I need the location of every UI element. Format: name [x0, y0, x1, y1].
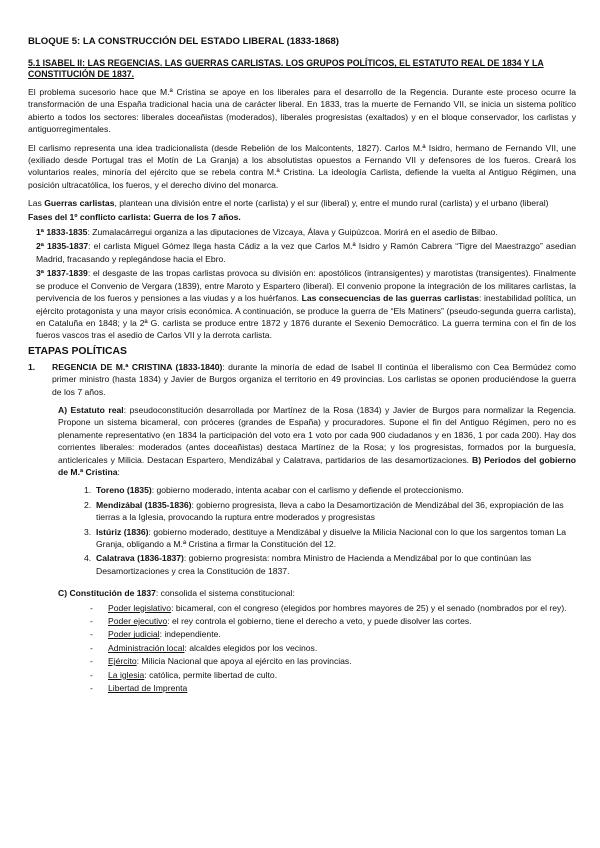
phases-list [36, 226, 576, 342]
section-heading: 5.1 ISABEL II: LAS REGENCIAS. LAS GUERRAS CARLISTAS. LOS GRUPOS POLÍTICOS, EL ESTATUTO REAL DE 1834 Y LA CONSTITUCIÓN DE 1837. [28, 58, 544, 79]
paragraph-carlismo: El carlismo representa una idea tradicionalista (desde Rebelión de los Malcontents, 1827). Carlos M.ª Isidro, hermano de Fernando VII, une (exiliado desde Portugal tras el Motín de La Granja) a los absolutistas opuestos a Fernando VII y defensores de los fueros. Creará los voluntarios reales, minoría del ejército que se rebela contra M.ª Cristina. La ideología Carlista, defiende la vuelta al Antiguo Régimen, una posición ultracatólica, los fueros, y el derecho divino del monarca. [28, 142, 576, 190]
phases-heading: Fases del 1º conflicto carlista: Guerra de los 7 años. [28, 211, 241, 222]
phase-1: 1ª 1833-1835: Zumalacárregui organiza a las diputaciones de Vizcaya, Álava y Guipúzcoa. Morirá en el asedio de Bilbao. [36, 227, 498, 238]
list-item: - Libertad de Imprenta [90, 683, 188, 694]
etapas-heading: ETAPAS POLÍTICAS [28, 345, 127, 357]
period-item: 2. Mendizábal (1835-1836): gobierno progresista, lleva a cabo la Desamortización de Mendizábal del 36, expropiación de las tierras a la Iglesia, provocando la ruptura entre moderados y progresistas [84, 499, 564, 523]
periods-list [84, 484, 576, 577]
list-item: - Ejército: Milicia Nacional que apoya al ejército en las provincias. [90, 656, 352, 667]
period-item: 1. Toreno (1835): gobierno moderado, intenta acabar con el carlismo y defiende el proteccionismo. [84, 485, 464, 496]
list-item: - Administración local: alcaldes elegidos por los vecinos. [90, 642, 318, 653]
paragraph-guerras: Las Guerras carlistas, plantean una división entre el norte (carlista) y el sur (liberal) y, entre el mundo rural (carlista) y el urbano (liberal) [28, 198, 549, 209]
list-item: - Poder ejecutivo: el rey controla el gobierno, tiene el derecho a veto, y puede disolver las cortes. [90, 616, 472, 627]
list-item: - Poder legislativo: bicameral, con el congreso (elegidos por hombres mayores de 25) y el senado (nombrados por el rey). [90, 602, 567, 613]
phase-3: 3ª 1837-1839: el desgaste de las tropas carlistas provoca su división en: apostólicos (intransigentes) y marotistas (transigentes). Finalmente se produce el Convenio de Vergara (1839), entre Maroto y Espartero (liberal). El convenio propone la integración de los militares carlistas, la pervivencia de los fueros y pensiones a las viudas y a los huérfanos. Las consecuencias de las guerras carlistas: inestabilidad política, un ejército protagonista y una mayor crisis económica. A continuación, se produce la guerra de “Els Matiners” (pseudo-segunda guerra carlista), en Cataluña en 1848; y la 2ª G. carlista se produce entre 1872 y 1876 durante el Sexenio Democrático. La guerra termina con el fin de los fueros vascos tras el asedio de Carlos VII y la derrota carlista. [36, 268, 576, 341]
document-page [28, 36, 576, 695]
paragraph-intro: El problema sucesorio hace que M.ª Cristina se apoye en los liberales para el desarrollo de la Regencia. Durante este proceso ocurre la transformación de una España tradicional hacia una de carácter liberal. En 1833, tras la muerte de Fernando VII, se inicia un sistema político abierto a todos los sectores: liberales doceañistas (moderados), liberales progresistas (exaltados) y en el bloque conservador, los carlistas y antiguorregimentales. [28, 87, 576, 135]
constitucion-list [90, 602, 576, 695]
period-item: 4. Calatrava (1836-1837): gobierno progresista: nombra Ministro de Hacienda a Mendizábal por lo que continúan las Desamortizaciones y crea la Constitución de 1837. [84, 553, 532, 576]
phase-2: 2ª 1835-1837: el carlista Miguel Gómez llega hasta Cádiz a la vez que Carlos M.ª Isidro y Ramón Cabrera “Tigre del Maestrazgo” asedian Madrid, fracasando y replegándose hacia el Ebro. [36, 241, 577, 264]
estatuto-real-paragraph: A) Estatuto real: pseudoconstitución desarrollada por Martínez de la Rosa (1834) y Javier de Burgos para normalizar la Regencia. Propone un sistema bicameral, con próceres (grandes de España) y procuradores. Supone el fin del Antiguo Régimen, pero no es plenamente representativo (en 1834 la participación del voto era 1 voto por cada 900 ciudadanos y en 1836, 1 por cada 200). Hay dos corrientes liberales: moderados (antes doceañistas) destaca Martínez de la Rosa; y los progresistas, formados por la burguesía, anticlericales y Milicia. Destacan Espartero, Mendizábal y Calatrava, partidarios de las desamortizaciones. B) Periodos del gobierno de M.ª Cristina: [58, 404, 576, 477]
regencia-item: 1. REGENCIA DE M.ª CRISTINA (1833-1840): durante la minoría de edad de Isabel II continúa el liberalismo con Cea Bermúdez como primer ministro (hasta 1834) y Javier de Burgos organiza el territorio en 49 provincias. Los carlistas se oponen produciéndose la guerra de los 7 años. [28, 361, 576, 397]
list-item: - Poder judicial: independiente. [90, 629, 221, 640]
constitucion-heading: C) Constitución de 1837: consolida el sistema constitucional: [58, 588, 295, 599]
list-item: - La iglesia: católica, permite libertad de culto. [90, 669, 278, 680]
page-title: BLOQUE 5: LA CONSTRUCCIÓN DEL ESTADO LIBERAL (1833-1868) [28, 36, 339, 47]
period-item: 3. Istúriz (1836): gobierno moderado, destituye a Mendizábal y disuelve la Milicia Nacional con lo que los sargentos toman La Granja, obligando a M.ª Cristina a firmar la Constitución del 12. [84, 526, 567, 549]
